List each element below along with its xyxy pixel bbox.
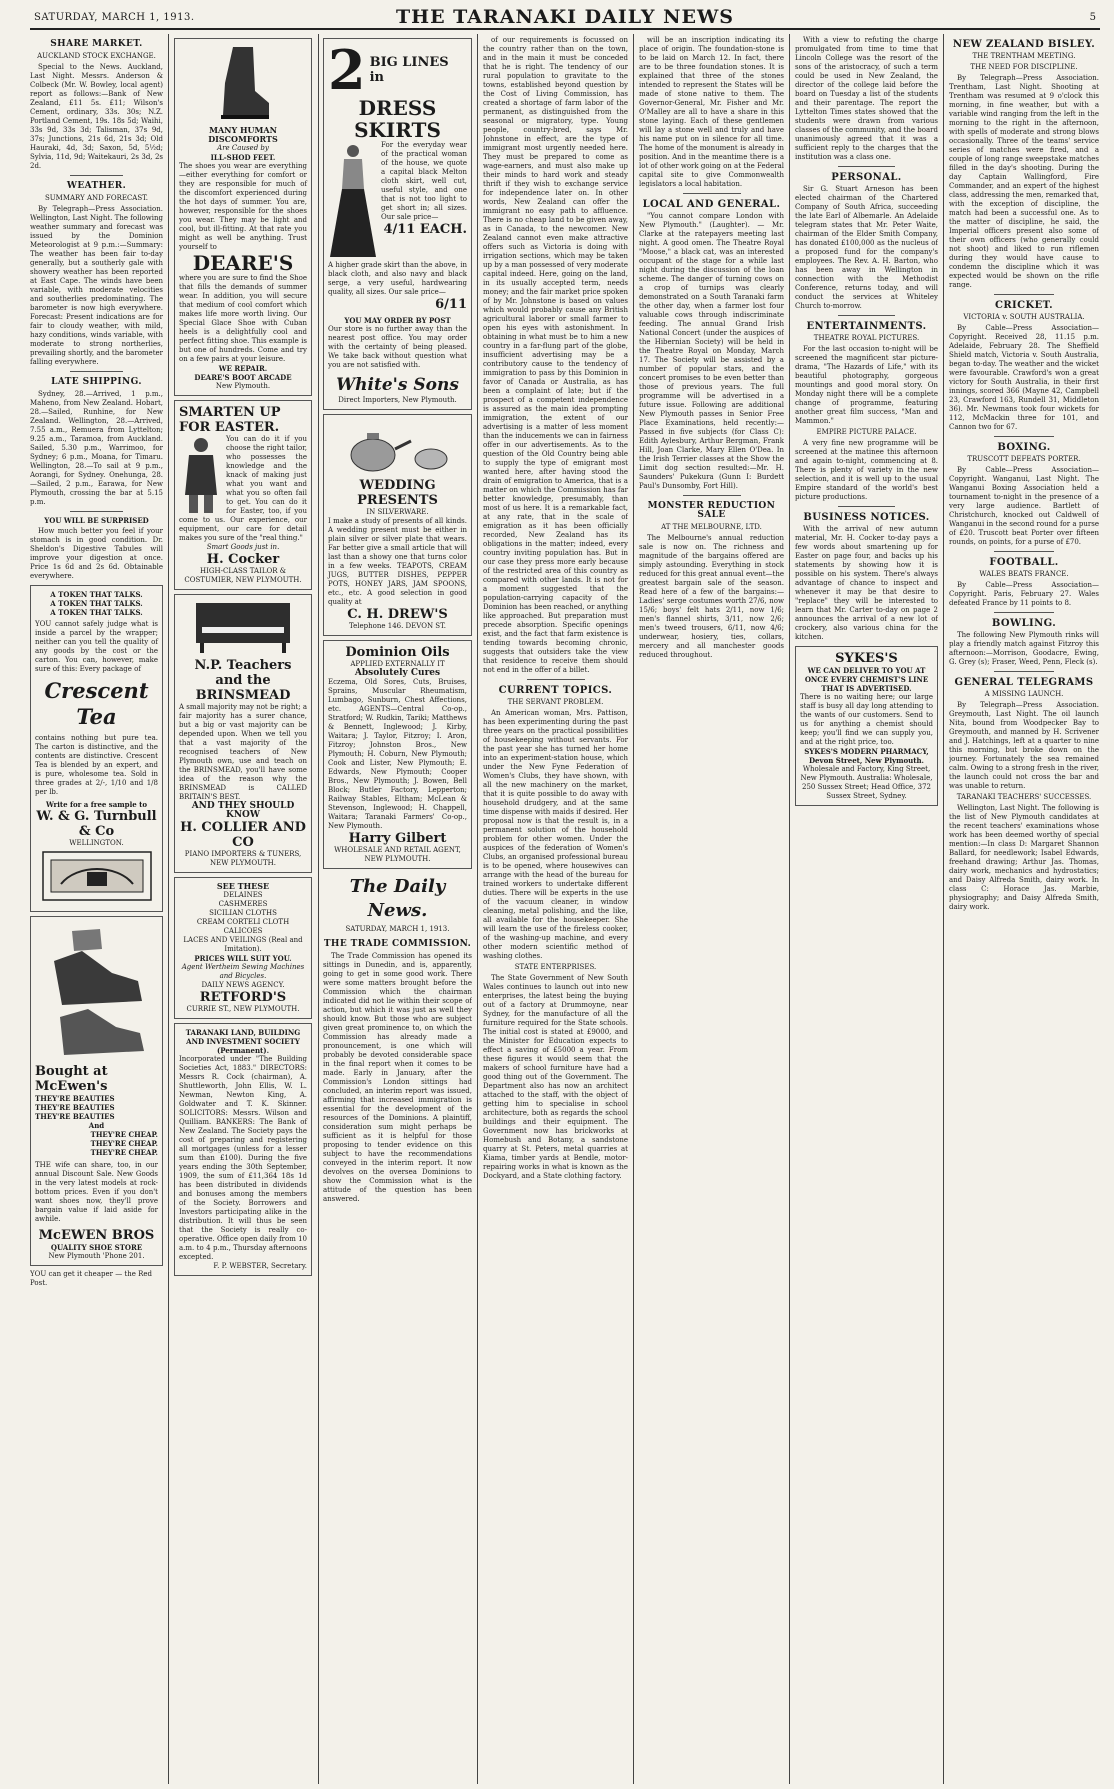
building-society-text: Incorporated under "The Building Societies Act, 1883." DIRECTORS: Messrs R. Cock (chairman), A. Shuttleworth, John Ellis, W. L. Newman, Newton King, A. Goldwater and T. K. Skinner. SOLICITORS: Messrs. Wilson and Quilliam. BANKERS: The Bank of New Zealand. The Society pays the cost of preparing and registering all mortgages (unless for a lesser sum than £100). During the five years ending the 30th September, 1909, the sum of £11,364 18s 1d has been distributed in dividends and bonuses among the members of the Society. Borrowers and Investors participating alike in the distribution. It will thus be seen that the Society is really co-operative. Office open daily from 10 a.m. to 4 p.m., Thursday afternoons excepted. bbox=[179, 1055, 307, 1261]
bisley-heading: NEW ZEALAND BISLEY. bbox=[952, 39, 1096, 50]
goods-item: SICILIAN CLOTHS bbox=[209, 909, 277, 917]
discipline-heading: THE NEED FOR DISCIPLINE. bbox=[970, 63, 1078, 71]
share-market-heading: SHARE MARKET. bbox=[50, 39, 143, 49]
masthead-title: THE TARANAKI DAILY NEWS bbox=[395, 6, 735, 28]
deare-name: DEARE'S bbox=[192, 251, 294, 275]
token-line: A TOKEN THAT TALKS. bbox=[50, 599, 143, 608]
ill-shod-feet-heading: ILL-SHOD FEET. bbox=[210, 153, 276, 162]
surprised-ad-text: How much better you feel if your stomach is in good condition. Dr. Sheldon's Digestive Tabules will improve your digestion at once. Price 1s 6d and 2s 6d. Obtainable everywhere. bbox=[30, 527, 163, 580]
deare-store-name: DEARE'S BOOT ARCADE bbox=[194, 373, 292, 382]
goods-item: CALICOES bbox=[223, 927, 263, 935]
theatre-royal-heading: THEATRE ROYAL PICTURES. bbox=[813, 334, 920, 342]
daily-news-date: SATURDAY, MARCH 1, 1913. bbox=[345, 925, 450, 933]
mcewen-bought-heading: Bought at McEwen's bbox=[35, 1064, 108, 1094]
deare-location: New Plymouth. bbox=[215, 382, 271, 390]
federal-monument-continuation: will be an inscription indicating its place of origin. The foundation-stone is to be laid on March 12. In fact, there are to be three foundation stones. It is explained that three of the stones intended to represent the States will be made of stone native to them. The Governor-General, Mr. Fisher and Mr. O'Malley are all to have a share in this stone laying. Each of these gentlemen will lay a stone well and truly and have his name put on in silence for all time. The home of the monument is already in position. And in the meantime there is a lot of other work going on at the Federal capital site to give Commonwealth legislators a local habitation. bbox=[639, 36, 784, 188]
share-market-report: Special to the News. Auckland, Last Night. Messrs. Anderson & Colbeck (Mr. W. Bowley, local agent) report as follows:—Bank of New Zealand, £11 5s. £11; Wilson's Cement, ordinary, 33s. 30s; N.Z. Portland Cement, 19s. 18s 5d; Waihi, 33s 9d, 33s 3d; Talisman, 37s 9d, 37s; Junctions, 21s 6d, 21s 3d; Old Hauraki, 4d, 3d; Saxon, 5d, 5½d; Sylvia, 11d, 9d; Waitekauri, 2s 3d, 2s 2d. bbox=[30, 63, 163, 170]
dominion-oils-advertisement bbox=[323, 640, 472, 869]
football-heading: FOOTBALL. bbox=[989, 557, 1059, 568]
mcewen-line: THEY'RE BEAUTIES bbox=[35, 1094, 115, 1103]
cocker-tagline: HIGH-CLASS TAILOR & COSTUMIER, NEW PLYMOUTH. bbox=[184, 567, 302, 584]
prices-line: PRICES WILL SUIT YOU. bbox=[194, 954, 292, 963]
drew-contact: Telephone 146. DEVON ST. bbox=[349, 622, 446, 630]
column-1 bbox=[30, 34, 163, 1784]
news-agency-line: DAILY NEWS AGENCY. bbox=[201, 981, 285, 989]
current-topics-heading: CURRENT TOPICS. bbox=[498, 685, 613, 696]
mcewen-line: And bbox=[88, 1121, 105, 1130]
masthead bbox=[30, 6, 1100, 30]
column-5 bbox=[639, 34, 784, 1784]
mcewen-phone: New Plymouth 'Phone 201. bbox=[48, 1252, 145, 1260]
lincoln-college-continuation: With a view to refuting the charge promulgated from time to time that Lincoln College was the resort of the sons of the aristocracy, of such a term could be used in New Zealand, the director of the college laid before the board on Tuesday a list of the students and their parentage. The report the Lyttelton Times states showed that the students were drawn from various classes of the community, and the board unanimously agreed that it was a sufficient reply to the charges that the institution was a class one. bbox=[795, 36, 938, 161]
wedding-presents-subheading: IN SILVERWARE. bbox=[366, 508, 429, 516]
red-post-notice: YOU can get it cheaper — the Red Post. bbox=[30, 1270, 152, 1287]
masthead-date: SATURDAY, MARCH 1, 1913. bbox=[34, 12, 195, 23]
deare-repair: WE REPAIR. bbox=[218, 364, 268, 373]
shipping-report: Sydney, 28.—Arrived, 1 p.m., Maheno, from New Zealand. Hobart, 28.—Sailed, Runhine, for New Zealand. Wellington, 28.—Arrived, 7.55 a.m., Remuera from Lyttelton; 9.25 a.m., Taramoa, from Auckland. Sailed, 5.30 p.m., Warrimoo, for Sydney; 6 p.m., Moana, for Timaru. Wellington, 28.—To sail at 9 p.m., Aorangi, for Sydney. Onehunga, 28.—Sailed, 2 p.m., Earawa, for New Plymouth, crossing the bar at 5.15 p.m. bbox=[30, 390, 163, 506]
local-general-article: "You cannot compare London with New Plymouth." (Laughter). — Mr. Clarke at the ratepayers meeting last night. A good omen. The Theatre Royal "Moose," a black cat, was an interested occupant of the stage for a while last night during the discussion of the loan scheme. The danger of turning cows on a crop of turnips was clearly demonstrated on a South Taranaki farm the other day, when a farmer lost four valuable cows through indiscriminate feeding. The annual Grand Irish National Concert (under the auspices of the Hibernian Society) will be held in the Theatre Royal on Monday, March 17. The Society will be assisted by a number of popular stars, and the concert promises to be even better than those of previous years. The full programme will be advertised in a future issue. Following are additional New Plymouth passes in Senior Free Place Examinations, held recently:—Passed in five subjects (for Class C): Edith Aylesbury, Arthur Bergman, Frank Hill, Joan Clarke, Mary Ellen O'Dea. In the Irish Terrier classes at the Show the Limit dog section resulted:—Mr. H. Saunders' Pukekura (Gunn I: Burdett Paul's Dunsomby, Fort Hill). bbox=[639, 212, 784, 490]
gilbert-name: Harry Gilbert bbox=[348, 831, 447, 846]
teachers-successes-heading: TARANAKI TEACHERS' SUCCESSES. bbox=[956, 793, 1092, 801]
building-society-signature: F. P. WEBSTER, Secretary. bbox=[213, 1262, 307, 1270]
column-rule bbox=[318, 34, 319, 1784]
theatre-royal-article: For the last occasion to-night will be screened the magnificent star picture-drama, "The Hazards of Life," with its beautiful photography, gorgeous mountings and good moral story. On Monday night there will be a complete change of programme, featuring another great film success, "Man and Mammon." bbox=[795, 345, 938, 425]
silverware-illustration bbox=[333, 419, 463, 475]
column-2 bbox=[174, 34, 312, 1784]
reduction-sale-heading: MONSTER REDUCTION SALE bbox=[647, 501, 776, 520]
collier-advertisement bbox=[174, 594, 312, 873]
servant-problem-article: An American woman, Mrs. Pattison, has been experimenting during the past three years on the practical possibilities of housekeeping without servants. For the past year she has turned her home into an experiment-station house, which under the New Fyne Federation of Women's Clubs, they have shown, with all the new machinery on the market, that it is quite possible to do away with household drudgery, and at the same time dispense with maids if desired. Her proposal now is that the result is, in a permanent solution of the household problem for other women. Under the auspices of the federation of Women's Clubs, an organised professional bureau is to be opened, where housewives can arrange with the head of the bureau for trained workers to undertake different duties. There will be experts in the use of the vacuum cleaner, in window cleaning, metal polishing, and the like, all available for the housekeeper. She will learn the use of the fireless cooker, of the washing-up machine, and every other modern scientific method of washing clothes. bbox=[483, 709, 628, 960]
dress-skirts-advertisement bbox=[323, 38, 472, 410]
trentham-meeting-heading: THE TRENTHAM MEETING. bbox=[972, 52, 1076, 60]
goods-item: DELAINES bbox=[223, 891, 263, 899]
goods-item: LACES AND VEILINGS (Real and Imitation). bbox=[183, 936, 303, 953]
state-enterprises-heading: STATE ENTERPRISES. bbox=[514, 963, 597, 971]
mcewen-line: THEY'RE CHEAP. bbox=[90, 1139, 158, 1148]
football-subheading: WALES BEATS FRANCE. bbox=[979, 570, 1069, 578]
dress-price-2: 6/11 bbox=[435, 297, 467, 312]
mcewen-line: THEY'RE CHEAP. bbox=[90, 1130, 158, 1139]
masthead-page-number: 5 bbox=[1089, 12, 1096, 23]
crescent-tea-sample-line: Write for a free sample to bbox=[45, 800, 148, 809]
collier-name: H. COLLIER AND CO bbox=[180, 820, 306, 850]
sewing-agent-line: Agent Wertheim Sewing Machines and Bicycles. bbox=[181, 963, 305, 980]
servant-problem-heading: THE SERVANT PROBLEM. bbox=[507, 698, 604, 706]
mcewen-ad-text: THE wife can share, too, in our annual Discount Sale. New Goods in the very latest models at rock-bottom prices. Even if you don't want shoes now, they'll prove bargain value if laid aside for awhile. bbox=[35, 1161, 158, 1223]
bowling-heading: BOWLING. bbox=[991, 618, 1057, 629]
discomforts-subheading: Are Caused by bbox=[217, 144, 269, 152]
wedding-presents-heading: WEDDING PRESENTS bbox=[357, 478, 438, 508]
goods-item: CASHMERES bbox=[218, 900, 268, 908]
local-general-heading: LOCAL AND GENERAL. bbox=[642, 199, 781, 210]
trade-commission-article: The Trade Commission has opened its sittings in Dunedin, and is, apparently, going to get in some good work. There were some matters brought before the Commission which the chairman indicated did not lie within their scope of action, but which it was just as well they should know. But those who are subject given great prominence to, on which the Commission has already made a pronouncement, is one which will probably be devoted considerable space in the final report when it comes to be made. Early in January, after the Commission's London sittings had concluded, an interim report was issued, affirming that increased immigration is essential for the development of the resources of the Dominions. A plaintiff, consideration sum might perhaps be sufficient as it is helpful for those proposing to tender evidence on this subject to have the recommendations conveyed in the interim report. It now devolves on the oversea Dominions to show the Commission what is the attitude of the question has been answered. bbox=[323, 952, 472, 1203]
boxing-subheading: TRUSCOTT DEFEATS PORTER. bbox=[967, 455, 1081, 463]
sykes-name: SYKES'S bbox=[835, 651, 898, 666]
column-4 bbox=[483, 34, 628, 1784]
retford-name: RETFORD'S bbox=[199, 990, 287, 1005]
piano-illustration bbox=[188, 599, 298, 655]
turnbull-company-name: W. & G. Turnbull & Co bbox=[36, 809, 157, 839]
mcewen-company-name: McEWEN BROS bbox=[38, 1228, 155, 1243]
building-society-heading: TARANAKI LAND, BUILDING AND INVESTMENT SOCIETY (Permanent). bbox=[185, 1028, 301, 1055]
divider bbox=[994, 436, 1054, 437]
whites-sons-logo: White's Sons bbox=[336, 375, 459, 395]
column-rule bbox=[633, 34, 634, 1784]
boxing-article: By Cable—Press Association—Copyright. Wanganui, Last Night. The Wanganui Boxing Association held a tournament to-night in the presence of a very large audience. Bartlett of Christchurch, knocked out Caldwell of Wanganui in the second round for a purse of £20. Truscott beat Porter over fifteen rounds, on points, for a purse of £70. bbox=[949, 466, 1099, 546]
mcewen-advertisement bbox=[30, 916, 163, 1266]
smarten-heading: SMARTEN UP FOR EASTER. bbox=[179, 405, 281, 435]
token-line: A TOKEN THAT TALKS. bbox=[50, 608, 143, 617]
retford-location: CURRIE ST., NEW PLYMOUTH. bbox=[186, 1005, 300, 1013]
shoes-illustration bbox=[42, 921, 152, 1061]
mcewen-line: THEY'RE BEAUTIES bbox=[35, 1103, 115, 1112]
divider bbox=[70, 511, 123, 512]
boxing-heading: BOXING. bbox=[997, 442, 1051, 453]
divider bbox=[683, 495, 741, 496]
dress-skirts-heading: DRESS SKIRTS bbox=[354, 96, 441, 142]
np-teachers-tagline: AND THEY SHOULD KNOW bbox=[191, 801, 295, 820]
weather-report: By Telegraph—Press Association. Wellington, Last Night. The following weather summary and forecast was issued by the Dominion Meteorologist at 9 p.m.:—Summary: The weather has been fair to-day generally, but a southerly gale with showery weather has been reported at East Cape. The winds have been variable, with moderate velocities and southerlies predominating. The barometer is now high everywhere. Forecast: Present indications are for fair to cloudy weather, with mild, hazy conditions, winds variable, with moderate to strong northerlies, prevailing shortly, and the barometer falling everywhere. bbox=[30, 205, 163, 366]
trade-commission-heading: THE TRADE COMMISSION. bbox=[323, 939, 472, 949]
sykes-store: SYKES'S MODERN PHARMACY, Devon Street, New Plymouth. bbox=[804, 747, 929, 765]
dress-skirts-text-1: For the everyday wear of the practical woman of the house, we quote a capital black Melton cloth skirt, well cut, useful style, and one that is not too light to get short in; all sizes. Our sale price— bbox=[381, 141, 467, 221]
weather-subheading: SUMMARY AND FORECAST. bbox=[44, 194, 149, 202]
missing-launch-article: By Telegraph—Press Association. Greymouth, Last Night. The oil launch Nita, bound from Woodpecker Bay to Greymouth, and manned by H. Scrivener and J. Hatchings, left at a quarter to nine this morning, but broke down on the journey. Fortunately the sea remained calm. Owing to a strong fresh in the river, the launch could not cross the bar and was unable to return. bbox=[949, 701, 1099, 790]
divider bbox=[683, 193, 741, 194]
weather-heading: WEATHER. bbox=[66, 181, 127, 191]
mcewen-store-name: QUALITY SHOE STORE bbox=[50, 1243, 143, 1252]
daily-news-title: The Daily News. bbox=[349, 876, 446, 921]
token-ad-text: YOU cannot safely judge what is inside a parcel by the wrapper; neither can you tell the quality of any goods by the cost or the carton. You can, however, make sure of this: Every package of bbox=[35, 620, 158, 673]
divider bbox=[994, 671, 1054, 672]
divider bbox=[838, 166, 895, 167]
column-rule bbox=[943, 34, 944, 1784]
token-line: A TOKEN THAT TALKS. bbox=[50, 590, 143, 599]
surprised-heading: YOU WILL BE SURPRISED bbox=[44, 516, 149, 525]
business-notices-heading: BUSINESS NOTICES. bbox=[803, 512, 930, 523]
see-these-heading: SEE THESE bbox=[216, 881, 270, 891]
divider bbox=[838, 506, 895, 507]
divider bbox=[70, 371, 123, 372]
column-6 bbox=[795, 34, 938, 1784]
column-rule bbox=[477, 34, 478, 1784]
skirt-illustration bbox=[328, 141, 378, 261]
whites-sons-tagline: Direct Importers, New Plymouth. bbox=[338, 396, 457, 404]
sykes-advertisement bbox=[795, 646, 938, 806]
cricket-article: By Cable—Press Association—Copyright. Received 28, 11.15 p.m. Adelaide, February 28. The Sheffield Shield match, Victoria v. South Australia, began to-day. The weather and the wicket were favourable. Crawford's won a great victory for South Australia, in their first innings, scored 366 (Mayne 42, Campbell 23, Crawford 163, Rundell 31, Middleton 36). Mr. Newmans took four wickets for 112, McMackin three for 101, and Cannon two for 67. bbox=[949, 324, 1099, 431]
dominion-oils-heading: Dominion Oils bbox=[345, 645, 450, 660]
bisley-article: By Telegraph—Press Association. Trentham, Last Night. Shooting at Trentham was resumed at 9 o'clock this morning, in fine weather, but with a variable wind ranging from the left in the morning to the right in the afternoon, with spells of moderate and strong blows occasionally. Three of the teams' service series of matches were fired, and a couple of long range sweepstake matches filled in the day's shooting. During the day Captain Wallingford, Fire Commander, and an expert of the highest class, addressing the men, remarked that, with the exception of discipline, the match had been a successful one. As to the matter of discipline, he said, the Imperial officers present also some of their own officers (who generally could not shoot) and liked to run riflemen during they would have cause to condemn the discipline which it was expected would be shown on the rifle range. bbox=[949, 74, 1099, 289]
personal-heading: PERSONAL. bbox=[831, 172, 902, 183]
discomforts-text: The shoes you wear are everything—either everything for comfort or they are responsible for much of the discomfort experienced during the hot days of summer. You are, however, responsible for the shoes you wear. They may be light and cool, but ill-fitting. At that rate you might as well be anything. Trust yourself to bbox=[179, 162, 307, 251]
collier-tagline: PIANO IMPORTERS & TUNERS, NEW PLYMOUTH. bbox=[184, 850, 302, 867]
general-telegrams-heading: GENERAL TELEGRAMS bbox=[954, 677, 1094, 688]
dress-skirts-text-2: A higher grade skirt than the above, in black cloth, and also navy and black serge, a very useful, hardwearing quality, all sizes. Our sale price— bbox=[328, 261, 467, 296]
goods-item: CREAM CORTELI CLOTH bbox=[196, 918, 290, 926]
column-7 bbox=[949, 34, 1099, 1784]
np-teachers-heading: N.P. Teachers and the BRINSMEAD bbox=[194, 658, 292, 703]
dominion-oils-text: Eczema, Old Sores, Cuts, Bruises, Sprains, Muscular Rheumatism, Lumbago, Sunburn, Chest Affections, etc. AGENTS—Central Co-op., Stratford; W. Rudkin, Tariki; Matthews & Bennett, Inglewood; J. Kirby, Waitara; J. Taylor, Fitzroy; I. Aron, Fitzroy; Johnston Bros., New Plymouth; H. Coburn, New Plymouth; Cook and Lister, New Plymouth; E. Edwards, New Plymouth; Cooper Bros., New Plymouth; J. Bowen, Bell Block; Butler Factory, Lepperton; Railway Stables, Eltham; McLean & Stevenson, Inglewood; H. Chappell, Waitara; Taranaki Farmers' Co-op., New Plymouth. bbox=[328, 678, 467, 830]
retford-advertisement bbox=[174, 877, 312, 1019]
order-by-post-text: Our store is no further away than the nearest post office. You may order with the certainty of being pleased. We take back without question what you are not satisfied with. bbox=[328, 325, 467, 369]
share-market-subheading: AUCKLAND STOCK EXCHANGE. bbox=[37, 52, 156, 60]
boot-illustration bbox=[213, 43, 273, 123]
cricket-heading: CRICKET. bbox=[994, 300, 1054, 311]
absolutely-cures-heading: Absolutely Cures bbox=[354, 668, 441, 678]
order-by-post-heading: YOU MAY ORDER BY POST bbox=[344, 316, 451, 325]
crescent-tea-text: contains nothing but pure tea. The carton is distinctive, and the contents are distinctive. Crescent Tea is blended by an expert, and is pure, wholesome tea. Sold in three grades at 2/-, 1/10 and 1/8 per lb. bbox=[35, 734, 158, 796]
entertainments-heading: ENTERTAINMENTS. bbox=[806, 321, 927, 332]
sykes-tagline: WE CAN DELIVER TO YOU AT ONCE EVERY CHEMIST'S LINE THAT IS ADVERTISED. bbox=[804, 666, 929, 693]
cocker-advertisement bbox=[174, 400, 312, 590]
business-notices-article: With the arrival of new autumn material, Mr. H. Cocker to-day pays a few words about smartening up for Easter on page four, and backs up his statements by showing how it is possible on his system. There's always advantage of chance to inspect and whenever it may be that desire to "replace" they will be interested to learn that Mr. Carter to-day on page 2 announces the arrival of a new lot of crockery, also various china for the kitchen. bbox=[795, 525, 938, 641]
turnbull-location: WELLINGTON. bbox=[69, 839, 124, 847]
bowling-article: The following New Plymouth rinks will play a friendly match against Fitzroy this afternoon:—Morrison, Goodacre, Ewing, G. Grey (s); Fraser, Weed, Penn, Fleck (s). bbox=[949, 631, 1099, 666]
reduction-sale-subheading: AT THE MELBOURNE, LTD. bbox=[661, 523, 762, 531]
discomforts-heading: MANY HUMAN DISCOMFORTS bbox=[208, 125, 278, 144]
mcewen-line: THEY'RE CHEAP. bbox=[90, 1148, 158, 1157]
gilbert-tagline: WHOLESALE AND RETAIL AGENT, NEW PLYMOUTH. bbox=[334, 846, 461, 863]
drew-advertisement bbox=[323, 414, 472, 636]
empire-palace-heading: EMPIRE PICTURE PALACE. bbox=[816, 428, 917, 436]
football-article: By Cable—Press Association—Copyright. Paris, February 27. Wales defeated France by 11 points to 8. bbox=[949, 581, 1099, 607]
dress-price-1: 4/11 EACH. bbox=[383, 222, 467, 237]
editorial-continuation: of our requirements is focussed on the country rather than on the town, and in the main it must be conceded that he is right. The tendency of our rural population to gravitate to the towns, established beyond question by the Cost of Living Commission, has created a shortage of farm labor of the permanent, as distinguished from the seasonal or migratory, type. Young people, country-bred, says Mr. Johnstone in effect, are the type of immigrant most urgently needed here. They must be prepared to come as wage-earners, and must also make up their minds to hard work and steady thrift if they wish to exchange service for independence later on. In other words, New Zealand can offer the immigrant no easy path to affluence. There is no cheap land to be given away, as in Canada, to the newcomer. New Zealand cannot even make attractive offers such as Victoria is doing with irrigation sections, which may be taken up by a man possessed of very moderate capital indeed. Here, going on the land, in its usually accepted term, needs money; and the fair market price spoken of by Mr. Johnstone is based on values which would probably cause any British agricultural laborer or small farmer to open his eyes with astonishment. In obtaining in what must be to him a new country in a far-flung part of the globe, insufficient advertising may be a contributory cause to the tendency of immigration to pass by this Dominion in favor of Canada or Australia, as has been a complaint of late; but if the prospect of a competent independence is assured as the main idea prompting immigration, the extent of our advertising is a matter of less moment than the inducements we can in fairness offer in our advertisements. As to the question of the Old Country being able to supply the type of emigrant most wanted here, after having stood the drain of emigration to America, that is a matter on which the Commission has far better knowledge, presumably, than most of us here. It is a remarkable fact, at any rate, that in the scale of emigration as it has been officially recorded, New Zealand has its obligations in the matter; indeed, every country inviting population has. But in our case they press more early because of the restricted area of this country as compared with other lands. It is not for a moment suggested that the population-carrying capacity of the Dominion has been reached, or anything like approached. But preparation must precede absorption. Specific openings exist, and the fact that farm existence is tending towards becoming chronic, suggests that outsiders take the view that residence to receive them should not end in the offer of a billet. bbox=[483, 36, 628, 674]
shipping-heading: LATE SHIPPING. bbox=[51, 377, 142, 387]
state-enterprises-article: The State Government of New South Wales continues to launch out into new enterprises, the latest being the buying out of a factory at Drummoyne, near Sydney, for the manufacture of all the furniture required for the State schools. The initial cost is stated at £9000, and the Minister for Education expects to effect a saving of £5000 a year. From these figures it would seem that the makers of school furniture have had a good thing out of the Government. The Department also has now an architect attached to the staff, with the object of getting him to specialise in school architecture, both as regards the school buildings and their equipment. The Government now has brickworks at Homebush and Botany, a sandstone quarry at St. Peters, metal quarries at Kiama, timber yards at Bendle, motor-repairing works in what is known as the Dockyard, and a State clothing factory. bbox=[483, 974, 628, 1180]
divider bbox=[70, 175, 123, 176]
reduction-sale-text: The Melbourne's annual reduction sale is now on. The richness and magnitude of the bargains offered are simply astounding. Everything in stock reduced for this great annual event—the greatest bargain sale of the season. Read here of a few of the bargains:—Ladies' serge costumes worth 27/6, now 15/6; boys' felt hats 2/11, now 1/6; men's flannel shirts, 3/11, now 2/6; men's tweed trousers, 6/11, now 4/6; underwear, hosiery, ties, collars, mercery and all manchester goods reduced throughout. bbox=[639, 534, 784, 659]
mcewen-line: THEY'RE BEAUTIES bbox=[35, 1112, 115, 1121]
cricket-subheading: VICTORIA v. SOUTH AUSTRALIA. bbox=[963, 313, 1085, 321]
tea-packet-illustration bbox=[37, 848, 157, 904]
divider bbox=[994, 551, 1054, 552]
big-lines-text: BIG LINES in bbox=[369, 55, 449, 85]
crescent-tea-advertisement bbox=[30, 585, 163, 912]
column-rule bbox=[168, 34, 169, 1784]
divider bbox=[994, 612, 1054, 613]
dress-number: 2 bbox=[328, 38, 366, 102]
missing-launch-heading: A MISSING LAUNCH. bbox=[984, 690, 1064, 698]
sykes-addresses: Wholesale and Factory, King Street, New Plymouth. Australia: Wholesale, 250 Sussex Street; Head Office, 372 Sussex Street, Sydney. bbox=[800, 765, 933, 800]
wedding-presents-text: I make a study of presents of all kinds. A wedding present must be either in plain silver or silver plate that wears. Far better give a small article that will last than a showy one that turns color in a few weeks. TEAPOTS, CREAM JUGS, BUTTER DISHES, PEPPER POTS, HONEY JARS, JAM SPOONS, etc., etc. A good selection in good quality at bbox=[328, 517, 467, 606]
np-teachers-text: A small majority may not be right; a fair majority has a surer chance, but a big or vast majority can be depended upon. When we tell you that a vast majority of the recognised teachers of New Plymouth own, use and teach on the BRINSMEAD, you'll have some idea of the reason why the BRINSMEAD is CALLED BRITAIN'S BEST. bbox=[179, 703, 307, 801]
deare-text: where you are sure to find the Shoe that fills the demands of summer wear. In addition, you will secure that medium of cool comfort which makes life more worth living. Our Special Glace Shoe with Cuban heels is a delightfully cool and perfect fitting shoe. This example is but one of hundreds. Come and try on a few pairs at your leisure. bbox=[179, 274, 307, 363]
tailored-suit-illustration bbox=[179, 435, 223, 515]
crescent-tea-logo: Crescent Tea bbox=[44, 678, 149, 729]
teachers-successes-article: Wellington, Last Night. The following is the list of New Plymouth candidates at the recent teachers' examinations whose work has been deemed worthy of special mention:—In class D: Margaret Shannon Ballard, for needlework; Isabel Edwards, freehand drawing; Arthur Jas. Thomas, dairy work, mechanics and hydrostatics; and Daisy Alfreda Smith, dairy work. In class C: Horace Jas. Marbie, physiography; and Daisy Alfreda Smith, dairy work. bbox=[949, 804, 1099, 911]
empire-palace-article: A very fine new programme will be screened at the matinee this afternoon and again to-night, commencing at 8. There is plenty of variety in the new selection, and it is well up to the usual Empire standard of the world's best picture productions. bbox=[795, 439, 938, 501]
smart-goods-line: Smart Goods just in. bbox=[206, 543, 280, 551]
personal-article: Sir G. Stuart Arneson has been elected chairman of the Chartered Company of South Africa, succeeding the late Earl of Albemarle. An Adelaide telegram states that Mr. Peter Waite, chairman of the Elder Smith Company, has donated £100,000 as the nucleus of a proposed fund for the company's employees. The Rev. A. H. Barton, who has been away in Wellington in connection with the Methodist Conference, returns today, and will conduct the services at Whiteley Church to-morrow. bbox=[795, 185, 938, 310]
divider bbox=[994, 294, 1054, 295]
column-3 bbox=[323, 34, 472, 1784]
dominion-oils-subheading: APPLIED EXTERNALLY IT bbox=[350, 660, 445, 668]
divider bbox=[838, 315, 895, 316]
column-rule bbox=[789, 34, 790, 1784]
sykes-text: There is no waiting here; our large staff is busy all day long attending to the wants of our customers. Send to us for anything a chemist should keep; you'll find we can supply you, and at the right price, too. bbox=[800, 693, 933, 746]
drew-name: C. H. DREW'S bbox=[347, 607, 448, 622]
deare-advertisement bbox=[174, 38, 312, 396]
smarten-text: You can do it if you choose the right tailor, who possesses the knowledge and the knack of making just what you want and what you so often fail to get. You can do it for Easter, too, if you come to us. Our experience, our equipment, our care for detail makes you sure of the "real thing." bbox=[179, 435, 307, 542]
cocker-name: H. Cocker bbox=[206, 552, 280, 567]
building-society-advertisement bbox=[174, 1023, 312, 1276]
divider bbox=[527, 679, 585, 680]
